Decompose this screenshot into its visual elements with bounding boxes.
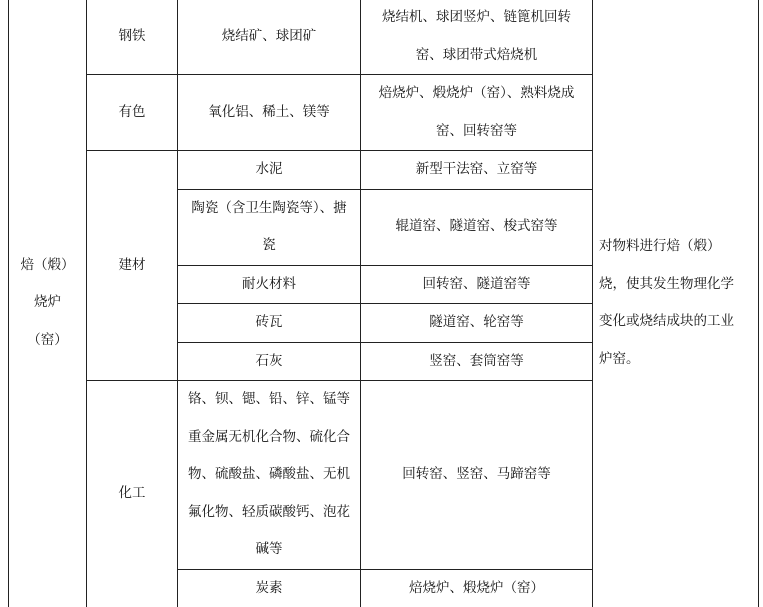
industry-label: 建材 — [118, 256, 146, 273]
furnace-label: 新型干法窑、立窑等 — [415, 161, 538, 177]
furnace-cell — [361, 265, 593, 304]
furnace-label: 辊道窑、隧道窑、梭式窑等 — [395, 218, 558, 235]
material-label: 炭素 — [255, 579, 283, 596]
furnace-label: 隧道窑、轮窑等 — [429, 314, 524, 330]
material-cell — [178, 569, 361, 607]
material-cell — [178, 265, 361, 304]
material-label: 氧化铝、稀土、镁等 — [208, 103, 330, 120]
furnace-cell — [361, 342, 593, 381]
material-cell — [178, 75, 361, 151]
category-label: 焙（煅） 烧炉 （窑） — [20, 256, 75, 348]
description-text: 对物料进行焙（煅） 烧，使其发生物理化学 变化或烧结成块的工业 炉窑。 — [599, 238, 734, 367]
material-label: 石灰 — [255, 352, 283, 369]
material-label: 水泥 — [255, 161, 283, 177]
furnace-cell — [361, 381, 593, 570]
furnace-label: 焙烧炉、煅烧炉（窑） — [409, 579, 544, 596]
furnace-label: 竖窑、套筒窑等 — [429, 352, 524, 369]
industry-label: 有色 — [118, 103, 146, 120]
furnace-cell — [361, 75, 593, 151]
furnace-cell — [361, 151, 593, 190]
furnace-cell — [361, 569, 593, 607]
material-cell — [178, 151, 361, 190]
furnace-cell — [361, 189, 593, 265]
material-label: 铬、钡、锶、铅、锌、锰等 重金属无机化合物、硫化合 物、硫酸盐、磷酸盐、无机 氟化物、轻质碳酸钙、泡花 碱等 — [188, 391, 350, 557]
furnace-label: 烧结机、球团竖炉、链篦机回转 窑、球团带式焙烧机 — [382, 9, 571, 63]
material-cell — [178, 381, 361, 570]
material-label: 烧结矿、球团矿 — [221, 27, 317, 44]
material-cell — [178, 342, 361, 381]
furnace-label: 回转窑、竖窑、马蹄窑等 — [402, 466, 551, 482]
category-cell — [9, 0, 87, 607]
furnace-classification-table — [8, 0, 759, 607]
material-cell — [178, 304, 361, 343]
furnace-label: 回转窑、隧道窑等 — [422, 275, 531, 292]
industry-label: 化工 — [118, 485, 146, 502]
industry-cell — [87, 381, 178, 607]
material-label: 陶瓷（含卫生陶瓷等）、搪 瓷 — [191, 199, 347, 253]
material-cell — [178, 0, 361, 75]
furnace-cell — [361, 0, 593, 75]
table-row — [9, 0, 759, 75]
furnace-label: 焙烧炉、煅烧炉（窑）、熟料烧成 窑、回转窑等 — [378, 85, 575, 139]
description-cell — [593, 0, 759, 607]
industry-cell — [87, 0, 178, 75]
industry-label: 钢铁 — [118, 27, 146, 44]
material-label: 耐火材料 — [242, 275, 296, 292]
material-cell — [178, 189, 361, 265]
industry-cell — [87, 75, 178, 151]
material-label: 砖瓦 — [255, 314, 283, 330]
furnace-cell — [361, 304, 593, 343]
industry-cell — [87, 151, 178, 381]
